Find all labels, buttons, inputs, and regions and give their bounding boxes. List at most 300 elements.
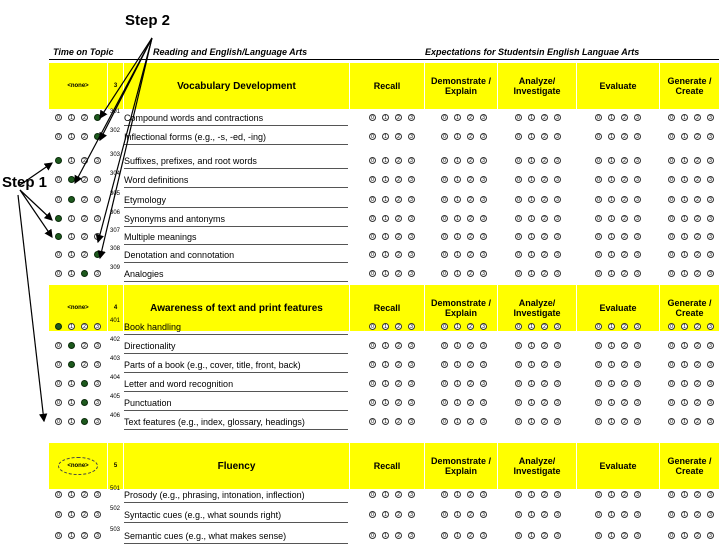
time-on-topic-308-bubble-0[interactable]: 0 — [55, 251, 62, 258]
expectation-406-2-bubble-2[interactable]: 2 — [541, 418, 548, 425]
expectation-307-4-bubble-1[interactable]: 1 — [681, 233, 688, 240]
expectation-402-4-bubble-1[interactable]: 1 — [681, 342, 688, 349]
expectation-301-2-bubble-3[interactable]: 3 — [554, 114, 561, 121]
expectation-302-4-bubble-1[interactable]: 1 — [681, 133, 688, 140]
time-on-topic-406-bubble-1[interactable]: 1 — [68, 418, 75, 425]
expectation-307-1-bubble-2[interactable]: 2 — [467, 233, 474, 240]
expectation-309-3-bubble-1[interactable]: 1 — [608, 270, 615, 277]
expectation-308-4-bubble-2[interactable]: 2 — [694, 251, 701, 258]
expectation-405-3-bubble-3[interactable]: 3 — [634, 399, 641, 406]
expectation-302-2-bubble-0[interactable]: 0 — [515, 133, 522, 140]
expectation-501-2-bubble-2[interactable]: 2 — [541, 491, 548, 498]
expectation-502-2-bubble-1[interactable]: 1 — [528, 511, 535, 518]
expectation-304-4-bubble-3[interactable]: 3 — [707, 176, 714, 183]
expectation-404-1-bubble-0[interactable]: 0 — [441, 380, 448, 387]
expectation-401-1-bubble-3[interactable]: 3 — [480, 323, 487, 330]
time-on-topic-501-bubble-2[interactable]: 2 — [81, 491, 88, 498]
expectation-405-4-bubble-3[interactable]: 3 — [707, 399, 714, 406]
expectation-401-4-bubble-3[interactable]: 3 — [707, 323, 714, 330]
expectation-403-0-bubble-2[interactable]: 2 — [395, 361, 402, 368]
expectation-404-1-bubble-2[interactable]: 2 — [467, 380, 474, 387]
expectation-403-3-bubble-1[interactable]: 1 — [608, 361, 615, 368]
expectation-302-4-bubble-0[interactable]: 0 — [668, 133, 675, 140]
expectation-503-0-bubble-1[interactable]: 1 — [382, 532, 389, 539]
expectation-308-2-bubble-0[interactable]: 0 — [515, 251, 522, 258]
expectation-401-3-bubble-0[interactable]: 0 — [595, 323, 602, 330]
expectation-503-1-bubble-3[interactable]: 3 — [480, 532, 487, 539]
time-on-topic-301-bubble-2[interactable]: 2 — [81, 114, 88, 121]
expectation-503-2-bubble-1[interactable]: 1 — [528, 532, 535, 539]
expectation-301-0-bubble-3[interactable]: 3 — [408, 114, 415, 121]
expectation-406-4-bubble-0[interactable]: 0 — [668, 418, 675, 425]
time-on-topic-403-bubble-0[interactable]: 0 — [55, 361, 62, 368]
time-on-topic-503-bubble-3[interactable]: 3 — [94, 532, 101, 539]
expectation-402-4-bubble-2[interactable]: 2 — [694, 342, 701, 349]
expectation-307-4-bubble-3[interactable]: 3 — [707, 233, 714, 240]
expectation-304-0-bubble-2[interactable]: 2 — [395, 176, 402, 183]
expectation-501-3-bubble-3[interactable]: 3 — [634, 491, 641, 498]
expectation-306-4-bubble-1[interactable]: 1 — [681, 215, 688, 222]
expectation-406-2-bubble-1[interactable]: 1 — [528, 418, 535, 425]
time-on-topic-503-bubble-0[interactable]: 0 — [55, 532, 62, 539]
expectation-401-2-bubble-1[interactable]: 1 — [528, 323, 535, 330]
time-on-topic-303-bubble-3[interactable]: 3 — [94, 157, 101, 164]
expectation-502-4-bubble-1[interactable]: 1 — [681, 511, 688, 518]
expectation-405-1-bubble-1[interactable]: 1 — [454, 399, 461, 406]
expectation-301-3-bubble-1[interactable]: 1 — [608, 114, 615, 121]
expectation-308-1-bubble-3[interactable]: 3 — [480, 251, 487, 258]
expectation-503-0-bubble-3[interactable]: 3 — [408, 532, 415, 539]
expectation-402-0-bubble-1[interactable]: 1 — [382, 342, 389, 349]
expectation-403-2-bubble-2[interactable]: 2 — [541, 361, 548, 368]
expectation-402-2-bubble-3[interactable]: 3 — [554, 342, 561, 349]
time-on-topic-406-bubble-2[interactable]: 2 — [81, 418, 88, 425]
expectation-303-3-bubble-2[interactable]: 2 — [621, 157, 628, 164]
expectation-308-3-bubble-2[interactable]: 2 — [621, 251, 628, 258]
time-on-topic-302-bubble-2[interactable]: 2 — [81, 133, 88, 140]
expectation-503-3-bubble-2[interactable]: 2 — [621, 532, 628, 539]
expectation-302-2-bubble-2[interactable]: 2 — [541, 133, 548, 140]
expectation-406-4-bubble-3[interactable]: 3 — [707, 418, 714, 425]
expectation-304-0-bubble-0[interactable]: 0 — [369, 176, 376, 183]
expectation-501-2-bubble-0[interactable]: 0 — [515, 491, 522, 498]
time-on-topic-402-bubble-1[interactable]: 1 — [68, 342, 75, 349]
expectation-306-1-bubble-0[interactable]: 0 — [441, 215, 448, 222]
expectation-303-4-bubble-1[interactable]: 1 — [681, 157, 688, 164]
expectation-309-4-bubble-1[interactable]: 1 — [681, 270, 688, 277]
expectation-501-3-bubble-0[interactable]: 0 — [595, 491, 602, 498]
time-on-topic-401-bubble-3[interactable]: 3 — [94, 323, 101, 330]
time-on-topic-401-bubble-2[interactable]: 2 — [81, 323, 88, 330]
expectation-301-0-bubble-0[interactable]: 0 — [369, 114, 376, 121]
expectation-406-1-bubble-1[interactable]: 1 — [454, 418, 461, 425]
expectation-501-1-bubble-3[interactable]: 3 — [480, 491, 487, 498]
expectation-309-0-bubble-3[interactable]: 3 — [408, 270, 415, 277]
expectation-403-0-bubble-1[interactable]: 1 — [382, 361, 389, 368]
expectation-309-2-bubble-3[interactable]: 3 — [554, 270, 561, 277]
time-on-topic-307-bubble-3[interactable]: 3 — [94, 233, 101, 240]
expectation-306-4-bubble-2[interactable]: 2 — [694, 215, 701, 222]
time-on-topic-404-bubble-2[interactable]: 2 — [81, 380, 88, 387]
expectation-305-2-bubble-2[interactable]: 2 — [541, 196, 548, 203]
expectation-403-0-bubble-3[interactable]: 3 — [408, 361, 415, 368]
time-on-topic-501-bubble-0[interactable]: 0 — [55, 491, 62, 498]
time-on-topic-404-bubble-1[interactable]: 1 — [68, 380, 75, 387]
expectation-401-4-bubble-1[interactable]: 1 — [681, 323, 688, 330]
time-on-topic-401-bubble-0[interactable]: 0 — [55, 323, 62, 330]
expectation-305-4-bubble-3[interactable]: 3 — [707, 196, 714, 203]
expectation-308-0-bubble-0[interactable]: 0 — [369, 251, 376, 258]
expectation-308-4-bubble-1[interactable]: 1 — [681, 251, 688, 258]
time-on-topic-309-bubble-0[interactable]: 0 — [55, 270, 62, 277]
expectation-404-3-bubble-2[interactable]: 2 — [621, 380, 628, 387]
expectation-501-1-bubble-2[interactable]: 2 — [467, 491, 474, 498]
expectation-402-4-bubble-0[interactable]: 0 — [668, 342, 675, 349]
expectation-306-3-bubble-3[interactable]: 3 — [634, 215, 641, 222]
expectation-401-1-bubble-2[interactable]: 2 — [467, 323, 474, 330]
time-on-topic-306-bubble-1[interactable]: 1 — [68, 215, 75, 222]
expectation-401-2-bubble-2[interactable]: 2 — [541, 323, 548, 330]
expectation-401-0-bubble-2[interactable]: 2 — [395, 323, 402, 330]
expectation-503-2-bubble-3[interactable]: 3 — [554, 532, 561, 539]
time-on-topic-306-bubble-3[interactable]: 3 — [94, 215, 101, 222]
expectation-304-3-bubble-3[interactable]: 3 — [634, 176, 641, 183]
expectation-404-2-bubble-3[interactable]: 3 — [554, 380, 561, 387]
expectation-305-0-bubble-2[interactable]: 2 — [395, 196, 402, 203]
expectation-301-1-bubble-0[interactable]: 0 — [441, 114, 448, 121]
time-on-topic-404-bubble-0[interactable]: 0 — [55, 380, 62, 387]
time-on-topic-305-bubble-3[interactable]: 3 — [94, 196, 101, 203]
expectation-405-1-bubble-2[interactable]: 2 — [467, 399, 474, 406]
expectation-309-1-bubble-0[interactable]: 0 — [441, 270, 448, 277]
expectation-305-2-bubble-3[interactable]: 3 — [554, 196, 561, 203]
expectation-304-3-bubble-0[interactable]: 0 — [595, 176, 602, 183]
expectation-301-1-bubble-1[interactable]: 1 — [454, 114, 461, 121]
expectation-304-0-bubble-1[interactable]: 1 — [382, 176, 389, 183]
expectation-401-3-bubble-2[interactable]: 2 — [621, 323, 628, 330]
expectation-501-3-bubble-2[interactable]: 2 — [621, 491, 628, 498]
expectation-303-3-bubble-1[interactable]: 1 — [608, 157, 615, 164]
expectation-305-1-bubble-1[interactable]: 1 — [454, 196, 461, 203]
expectation-406-0-bubble-0[interactable]: 0 — [369, 418, 376, 425]
time-on-topic-304-bubble-1[interactable]: 1 — [68, 176, 75, 183]
expectation-307-2-bubble-0[interactable]: 0 — [515, 233, 522, 240]
expectation-402-1-bubble-3[interactable]: 3 — [480, 342, 487, 349]
expectation-303-3-bubble-3[interactable]: 3 — [634, 157, 641, 164]
expectation-305-3-bubble-3[interactable]: 3 — [634, 196, 641, 203]
expectation-303-4-bubble-2[interactable]: 2 — [694, 157, 701, 164]
expectation-401-0-bubble-3[interactable]: 3 — [408, 323, 415, 330]
expectation-307-1-bubble-0[interactable]: 0 — [441, 233, 448, 240]
expectation-302-4-bubble-3[interactable]: 3 — [707, 133, 714, 140]
expectation-403-3-bubble-3[interactable]: 3 — [634, 361, 641, 368]
expectation-304-1-bubble-2[interactable]: 2 — [467, 176, 474, 183]
expectation-302-0-bubble-0[interactable]: 0 — [369, 133, 376, 140]
expectation-503-0-bubble-2[interactable]: 2 — [395, 532, 402, 539]
expectation-404-3-bubble-1[interactable]: 1 — [608, 380, 615, 387]
expectation-303-0-bubble-3[interactable]: 3 — [408, 157, 415, 164]
time-on-topic-401-bubble-1[interactable]: 1 — [68, 323, 75, 330]
expectation-502-2-bubble-2[interactable]: 2 — [541, 511, 548, 518]
expectation-306-3-bubble-1[interactable]: 1 — [608, 215, 615, 222]
expectation-404-2-bubble-1[interactable]: 1 — [528, 380, 535, 387]
expectation-304-4-bubble-1[interactable]: 1 — [681, 176, 688, 183]
expectation-306-0-bubble-3[interactable]: 3 — [408, 215, 415, 222]
expectation-405-0-bubble-1[interactable]: 1 — [382, 399, 389, 406]
expectation-304-1-bubble-1[interactable]: 1 — [454, 176, 461, 183]
expectation-501-1-bubble-0[interactable]: 0 — [441, 491, 448, 498]
expectation-303-2-bubble-3[interactable]: 3 — [554, 157, 561, 164]
expectation-502-0-bubble-3[interactable]: 3 — [408, 511, 415, 518]
expectation-403-3-bubble-2[interactable]: 2 — [621, 361, 628, 368]
expectation-404-4-bubble-0[interactable]: 0 — [668, 380, 675, 387]
time-on-topic-502-bubble-1[interactable]: 1 — [68, 511, 75, 518]
expectation-403-3-bubble-0[interactable]: 0 — [595, 361, 602, 368]
expectation-406-4-bubble-2[interactable]: 2 — [694, 418, 701, 425]
expectation-301-4-bubble-3[interactable]: 3 — [707, 114, 714, 121]
expectation-307-0-bubble-2[interactable]: 2 — [395, 233, 402, 240]
expectation-501-2-bubble-3[interactable]: 3 — [554, 491, 561, 498]
time-on-topic-306-bubble-2[interactable]: 2 — [81, 215, 88, 222]
expectation-306-2-bubble-2[interactable]: 2 — [541, 215, 548, 222]
expectation-503-3-bubble-0[interactable]: 0 — [595, 532, 602, 539]
expectation-309-3-bubble-0[interactable]: 0 — [595, 270, 602, 277]
expectation-405-0-bubble-3[interactable]: 3 — [408, 399, 415, 406]
expectation-503-4-bubble-1[interactable]: 1 — [681, 532, 688, 539]
time-on-topic-502-bubble-2[interactable]: 2 — [81, 511, 88, 518]
expectation-307-3-bubble-1[interactable]: 1 — [608, 233, 615, 240]
time-on-topic-402-bubble-0[interactable]: 0 — [55, 342, 62, 349]
expectation-306-3-bubble-2[interactable]: 2 — [621, 215, 628, 222]
expectation-305-2-bubble-0[interactable]: 0 — [515, 196, 522, 203]
expectation-309-0-bubble-0[interactable]: 0 — [369, 270, 376, 277]
expectation-406-1-bubble-2[interactable]: 2 — [467, 418, 474, 425]
expectation-301-3-bubble-2[interactable]: 2 — [621, 114, 628, 121]
expectation-502-3-bubble-1[interactable]: 1 — [608, 511, 615, 518]
time-on-topic-502-bubble-3[interactable]: 3 — [94, 511, 101, 518]
expectation-404-0-bubble-0[interactable]: 0 — [369, 380, 376, 387]
expectation-405-4-bubble-0[interactable]: 0 — [668, 399, 675, 406]
expectation-406-0-bubble-1[interactable]: 1 — [382, 418, 389, 425]
expectation-304-2-bubble-2[interactable]: 2 — [541, 176, 548, 183]
time-on-topic-309-bubble-1[interactable]: 1 — [68, 270, 75, 277]
expectation-304-4-bubble-0[interactable]: 0 — [668, 176, 675, 183]
expectation-301-2-bubble-1[interactable]: 1 — [528, 114, 535, 121]
expectation-307-2-bubble-1[interactable]: 1 — [528, 233, 535, 240]
time-on-topic-301-bubble-0[interactable]: 0 — [55, 114, 62, 121]
time-on-topic-405-bubble-0[interactable]: 0 — [55, 399, 62, 406]
expectation-306-0-bubble-1[interactable]: 1 — [382, 215, 389, 222]
expectation-308-2-bubble-2[interactable]: 2 — [541, 251, 548, 258]
expectation-303-1-bubble-1[interactable]: 1 — [454, 157, 461, 164]
expectation-402-2-bubble-1[interactable]: 1 — [528, 342, 535, 349]
expectation-403-1-bubble-2[interactable]: 2 — [467, 361, 474, 368]
time-on-topic-307-bubble-1[interactable]: 1 — [68, 233, 75, 240]
expectation-309-0-bubble-2[interactable]: 2 — [395, 270, 402, 277]
expectation-502-1-bubble-1[interactable]: 1 — [454, 511, 461, 518]
time-on-topic-302-bubble-1[interactable]: 1 — [68, 133, 75, 140]
expectation-401-4-bubble-0[interactable]: 0 — [668, 323, 675, 330]
expectation-307-2-bubble-2[interactable]: 2 — [541, 233, 548, 240]
expectation-404-1-bubble-3[interactable]: 3 — [480, 380, 487, 387]
expectation-406-1-bubble-3[interactable]: 3 — [480, 418, 487, 425]
expectation-401-1-bubble-1[interactable]: 1 — [454, 323, 461, 330]
expectation-305-3-bubble-2[interactable]: 2 — [621, 196, 628, 203]
expectation-301-3-bubble-3[interactable]: 3 — [634, 114, 641, 121]
expectation-307-3-bubble-3[interactable]: 3 — [634, 233, 641, 240]
expectation-308-0-bubble-3[interactable]: 3 — [408, 251, 415, 258]
expectation-406-1-bubble-0[interactable]: 0 — [441, 418, 448, 425]
expectation-402-4-bubble-3[interactable]: 3 — [707, 342, 714, 349]
expectation-401-4-bubble-2[interactable]: 2 — [694, 323, 701, 330]
time-on-topic-301-bubble-3[interactable]: 3 — [94, 114, 101, 121]
expectation-307-1-bubble-1[interactable]: 1 — [454, 233, 461, 240]
expectation-401-0-bubble-1[interactable]: 1 — [382, 323, 389, 330]
expectation-302-4-bubble-2[interactable]: 2 — [694, 133, 701, 140]
expectation-304-2-bubble-3[interactable]: 3 — [554, 176, 561, 183]
expectation-303-3-bubble-0[interactable]: 0 — [595, 157, 602, 164]
expectation-303-1-bubble-0[interactable]: 0 — [441, 157, 448, 164]
expectation-306-4-bubble-3[interactable]: 3 — [707, 215, 714, 222]
expectation-309-2-bubble-0[interactable]: 0 — [515, 270, 522, 277]
expectation-302-1-bubble-1[interactable]: 1 — [454, 133, 461, 140]
expectation-305-3-bubble-0[interactable]: 0 — [595, 196, 602, 203]
expectation-503-2-bubble-2[interactable]: 2 — [541, 532, 548, 539]
expectation-301-4-bubble-0[interactable]: 0 — [668, 114, 675, 121]
expectation-303-0-bubble-0[interactable]: 0 — [369, 157, 376, 164]
expectation-302-3-bubble-0[interactable]: 0 — [595, 133, 602, 140]
expectation-308-3-bubble-3[interactable]: 3 — [634, 251, 641, 258]
expectation-304-3-bubble-2[interactable]: 2 — [621, 176, 628, 183]
expectation-305-1-bubble-2[interactable]: 2 — [467, 196, 474, 203]
time-on-topic-301-bubble-1[interactable]: 1 — [68, 114, 75, 121]
expectation-301-0-bubble-2[interactable]: 2 — [395, 114, 402, 121]
expectation-503-3-bubble-1[interactable]: 1 — [608, 532, 615, 539]
expectation-308-2-bubble-1[interactable]: 1 — [528, 251, 535, 258]
expectation-307-0-bubble-1[interactable]: 1 — [382, 233, 389, 240]
expectation-402-0-bubble-0[interactable]: 0 — [369, 342, 376, 349]
expectation-307-3-bubble-0[interactable]: 0 — [595, 233, 602, 240]
expectation-402-1-bubble-2[interactable]: 2 — [467, 342, 474, 349]
time-on-topic-304-bubble-3[interactable]: 3 — [94, 176, 101, 183]
expectation-302-3-bubble-3[interactable]: 3 — [634, 133, 641, 140]
expectation-308-0-bubble-1[interactable]: 1 — [382, 251, 389, 258]
expectation-303-2-bubble-2[interactable]: 2 — [541, 157, 548, 164]
expectation-306-0-bubble-0[interactable]: 0 — [369, 215, 376, 222]
expectation-401-2-bubble-3[interactable]: 3 — [554, 323, 561, 330]
expectation-403-0-bubble-0[interactable]: 0 — [369, 361, 376, 368]
expectation-403-2-bubble-1[interactable]: 1 — [528, 361, 535, 368]
expectation-405-2-bubble-2[interactable]: 2 — [541, 399, 548, 406]
expectation-503-1-bubble-2[interactable]: 2 — [467, 532, 474, 539]
expectation-305-0-bubble-0[interactable]: 0 — [369, 196, 376, 203]
time-on-topic-406-bubble-3[interactable]: 3 — [94, 418, 101, 425]
expectation-302-0-bubble-3[interactable]: 3 — [408, 133, 415, 140]
expectation-305-3-bubble-1[interactable]: 1 — [608, 196, 615, 203]
expectation-501-0-bubble-1[interactable]: 1 — [382, 491, 389, 498]
expectation-309-3-bubble-3[interactable]: 3 — [634, 270, 641, 277]
expectation-302-3-bubble-2[interactable]: 2 — [621, 133, 628, 140]
time-on-topic-404-bubble-3[interactable]: 3 — [94, 380, 101, 387]
expectation-405-0-bubble-0[interactable]: 0 — [369, 399, 376, 406]
expectation-503-4-bubble-0[interactable]: 0 — [668, 532, 675, 539]
expectation-401-0-bubble-0[interactable]: 0 — [369, 323, 376, 330]
expectation-403-2-bubble-3[interactable]: 3 — [554, 361, 561, 368]
expectation-305-4-bubble-1[interactable]: 1 — [681, 196, 688, 203]
expectation-302-1-bubble-3[interactable]: 3 — [480, 133, 487, 140]
expectation-403-1-bubble-3[interactable]: 3 — [480, 361, 487, 368]
expectation-502-3-bubble-0[interactable]: 0 — [595, 511, 602, 518]
expectation-304-4-bubble-2[interactable]: 2 — [694, 176, 701, 183]
expectation-502-1-bubble-2[interactable]: 2 — [467, 511, 474, 518]
time-on-topic-304-bubble-0[interactable]: 0 — [55, 176, 62, 183]
expectation-305-1-bubble-0[interactable]: 0 — [441, 196, 448, 203]
expectation-306-2-bubble-0[interactable]: 0 — [515, 215, 522, 222]
expectation-501-0-bubble-0[interactable]: 0 — [369, 491, 376, 498]
expectation-404-0-bubble-1[interactable]: 1 — [382, 380, 389, 387]
expectation-502-2-bubble-0[interactable]: 0 — [515, 511, 522, 518]
expectation-406-3-bubble-1[interactable]: 1 — [608, 418, 615, 425]
expectation-301-3-bubble-0[interactable]: 0 — [595, 114, 602, 121]
expectation-405-2-bubble-0[interactable]: 0 — [515, 399, 522, 406]
time-on-topic-403-bubble-1[interactable]: 1 — [68, 361, 75, 368]
expectation-503-2-bubble-0[interactable]: 0 — [515, 532, 522, 539]
expectation-404-3-bubble-0[interactable]: 0 — [595, 380, 602, 387]
expectation-503-4-bubble-2[interactable]: 2 — [694, 532, 701, 539]
expectation-502-1-bubble-3[interactable]: 3 — [480, 511, 487, 518]
expectation-406-0-bubble-2[interactable]: 2 — [395, 418, 402, 425]
expectation-403-2-bubble-0[interactable]: 0 — [515, 361, 522, 368]
expectation-501-4-bubble-1[interactable]: 1 — [681, 491, 688, 498]
expectation-306-3-bubble-0[interactable]: 0 — [595, 215, 602, 222]
expectation-307-0-bubble-0[interactable]: 0 — [369, 233, 376, 240]
expectation-404-0-bubble-2[interactable]: 2 — [395, 380, 402, 387]
expectation-303-4-bubble-3[interactable]: 3 — [707, 157, 714, 164]
expectation-307-4-bubble-2[interactable]: 2 — [694, 233, 701, 240]
time-on-topic-402-bubble-2[interactable]: 2 — [81, 342, 88, 349]
expectation-302-1-bubble-0[interactable]: 0 — [441, 133, 448, 140]
time-on-topic-308-bubble-1[interactable]: 1 — [68, 251, 75, 258]
expectation-404-4-bubble-1[interactable]: 1 — [681, 380, 688, 387]
time-on-topic-309-bubble-2[interactable]: 2 — [81, 270, 88, 277]
time-on-topic-503-bubble-2[interactable]: 2 — [81, 532, 88, 539]
expectation-304-1-bubble-3[interactable]: 3 — [480, 176, 487, 183]
expectation-306-4-bubble-0[interactable]: 0 — [668, 215, 675, 222]
expectation-501-4-bubble-3[interactable]: 3 — [707, 491, 714, 498]
time-on-topic-501-bubble-3[interactable]: 3 — [94, 491, 101, 498]
expectation-308-1-bubble-1[interactable]: 1 — [454, 251, 461, 258]
expectation-309-2-bubble-2[interactable]: 2 — [541, 270, 548, 277]
expectation-503-1-bubble-1[interactable]: 1 — [454, 532, 461, 539]
expectation-405-3-bubble-0[interactable]: 0 — [595, 399, 602, 406]
expectation-501-0-bubble-3[interactable]: 3 — [408, 491, 415, 498]
time-on-topic-302-bubble-3[interactable]: 3 — [94, 133, 101, 140]
expectation-503-3-bubble-3[interactable]: 3 — [634, 532, 641, 539]
expectation-308-1-bubble-0[interactable]: 0 — [441, 251, 448, 258]
expectation-302-2-bubble-1[interactable]: 1 — [528, 133, 535, 140]
expectation-305-1-bubble-3[interactable]: 3 — [480, 196, 487, 203]
expectation-402-3-bubble-3[interactable]: 3 — [634, 342, 641, 349]
expectation-402-0-bubble-2[interactable]: 2 — [395, 342, 402, 349]
expectation-309-4-bubble-3[interactable]: 3 — [707, 270, 714, 277]
expectation-306-2-bubble-3[interactable]: 3 — [554, 215, 561, 222]
time-on-topic-303-bubble-2[interactable]: 2 — [81, 157, 88, 164]
expectation-307-4-bubble-0[interactable]: 0 — [668, 233, 675, 240]
expectation-306-1-bubble-3[interactable]: 3 — [480, 215, 487, 222]
expectation-404-3-bubble-3[interactable]: 3 — [634, 380, 641, 387]
expectation-406-2-bubble-3[interactable]: 3 — [554, 418, 561, 425]
expectation-308-4-bubble-3[interactable]: 3 — [707, 251, 714, 258]
